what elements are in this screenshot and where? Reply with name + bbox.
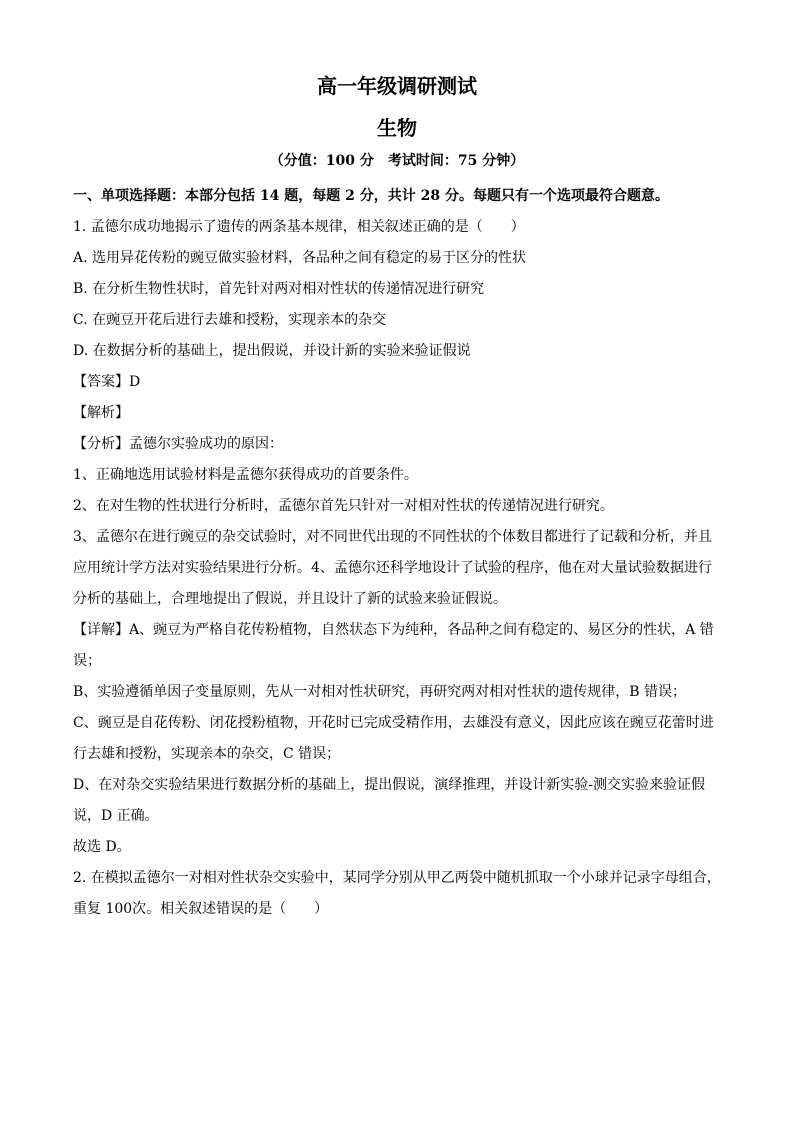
detail-c: C、豌豆是自花传粉、闭花授粉植物，开花时已完成受精作用，去雄没有意义，因此应该在豌豆花蕾时进行去雄和授粉，实现亲本的杂交，C 错误； [73, 715, 714, 762]
fenxi-text: 孟德尔实验成功的原因： [129, 436, 283, 452]
detail-d: D、在对杂交实验结果进行数据分析的基础上，提出假说，演绎推理，并设计新实验-测交实验来验证假说，D 正确。 [73, 777, 705, 824]
question-1-option-a: A. 选用异花传粉的豌豆做实验材料，各品种之间有稳定的易于区分的性状 [73, 250, 527, 266]
fenxi-label: 【分析】 [73, 436, 129, 452]
exam-title: 高一年级调研测试 [317, 74, 477, 98]
question-1-option-d: D. 在数据分析的基础上，提出假说，并设计新的实验来验证假说 [73, 343, 471, 359]
analysis-point-1: 1、正确地选用试验材料是孟德尔获得成功的首要条件。 [73, 467, 418, 483]
detail-a: A、豌豆为严格自花传粉植物，自然状态下为纯种，各品种之间有稳定的、易区分的性状，A 错误； [73, 622, 714, 669]
analysis-label: 【解析】 [73, 405, 129, 421]
analysis-point-2: 2、在对生物的性状进行分析时，孟德尔首先只针对一对相对性状的传递情况进行研究。 [73, 498, 614, 514]
question-1-option-b: B. 在分析生物性状时，首先针对两对相对性状的传递情况进行研究 [73, 281, 485, 297]
detail-b: B、实验遵循单因子变量原则，先从一对相对性状研究，再研究两对相对性状的遗传规律，B 错误； [73, 684, 687, 700]
question-2-stem: 2. 在模拟孟德尔一对相对性状杂交实验中，某同学分别从甲乙两袋中随机抓取一个小球并记录字母组合，重复 100次。相关叙述错误的是（ ） [73, 870, 721, 917]
subject-title: 生物 [377, 116, 417, 140]
document-body [73, 181, 721, 925]
question-1-option-c: C. 在豌豆开花后进行去雄和授粉，实现亲本的杂交 [73, 312, 387, 328]
exam-meta: （分值：100 分 考试时间：75 分钟） [269, 153, 525, 169]
answer-line [73, 367, 721, 398]
answer-label: 【答案】 [73, 374, 129, 390]
detail-a-line [73, 615, 721, 677]
analysis-point-3-4: 3、孟德尔在进行豌豆的杂交试验时，对不同世代出现的不同性状的个体数目都进行了记载和分析，并且应用统计学方法对实验结果进行分析。4、孟德尔还科学地设计了试验的程序，他在对大量试验数据进行分析的基础上，合理地提出了假说，并且设计了新的试验来验证假说。 [73, 529, 712, 607]
question-1-stem: 1. 孟德尔成功地揭示了遗传的两条基本规律，相关叙述正确的是（ ） [73, 219, 525, 235]
conclusion: 故选 D。 [73, 839, 131, 855]
detail-label: 【详解】 [73, 622, 129, 638]
answer-value: D [129, 374, 141, 390]
fenxi-line [73, 429, 721, 460]
section-heading: 一、单项选择题：本部分包括 14 题，每题 2 分，共计 28 分。每题只有一个选项最符合题意。 [73, 188, 669, 204]
